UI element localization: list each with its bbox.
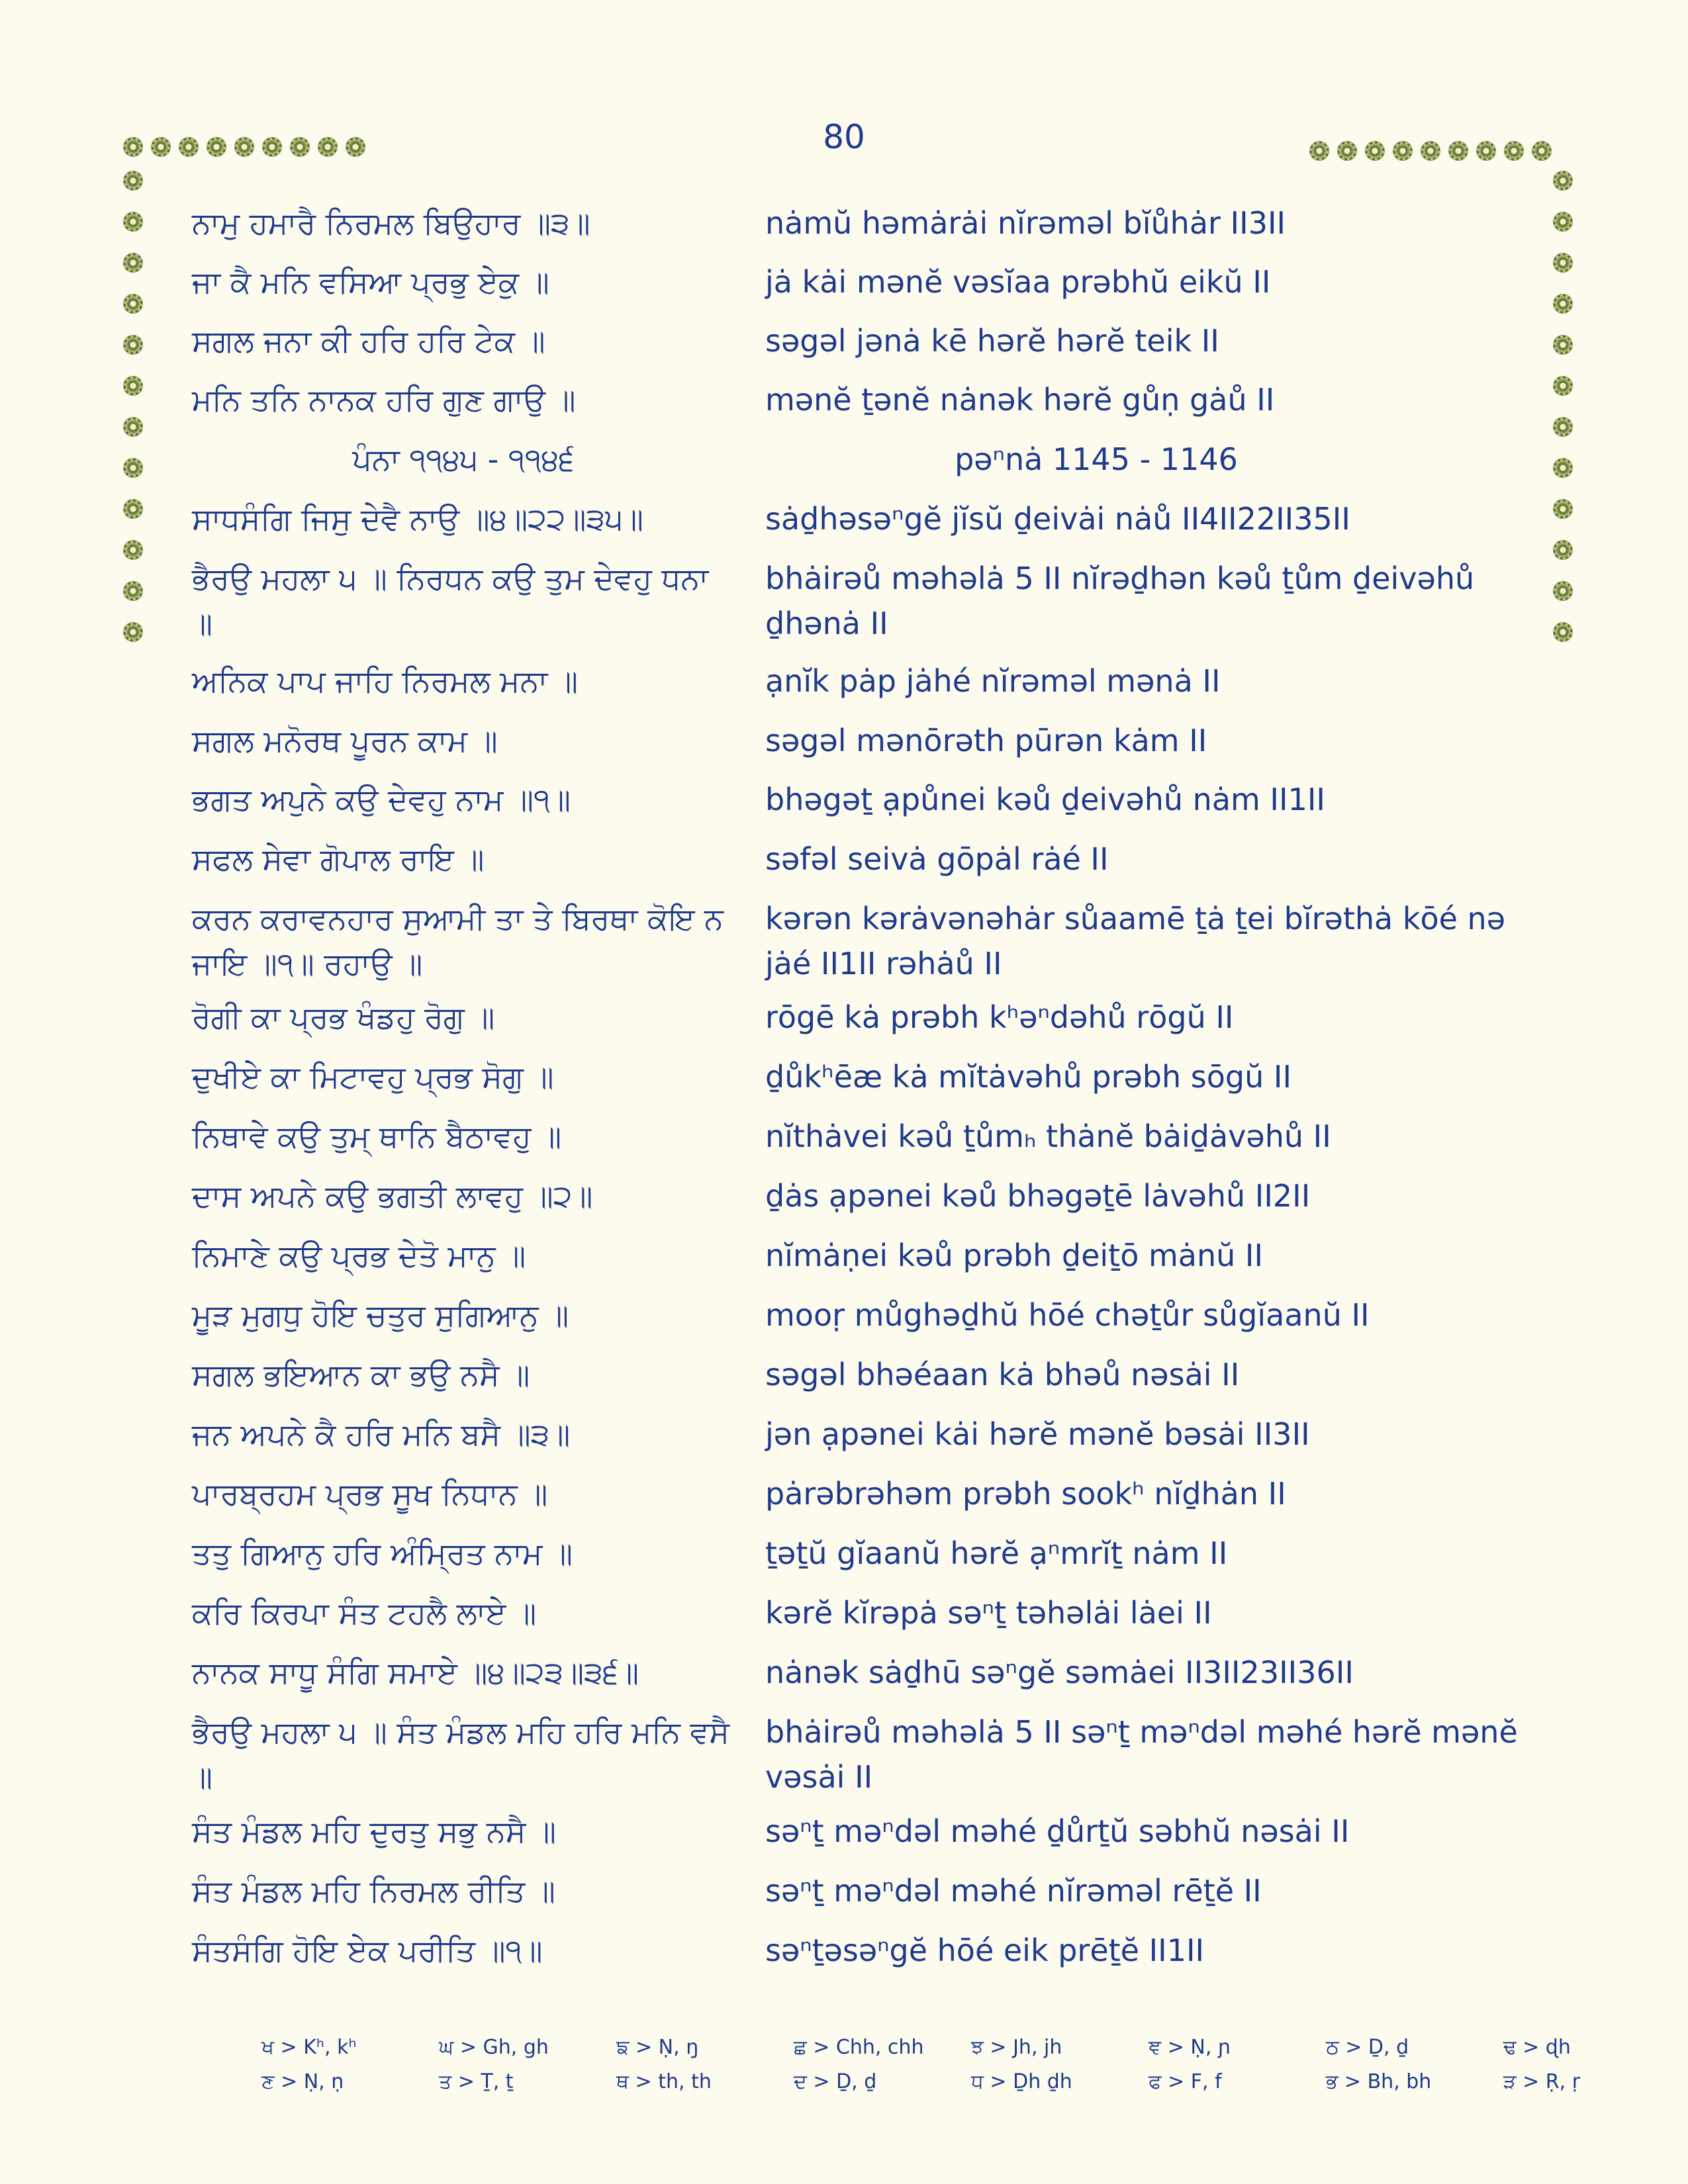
legend-item: ੜ > Ṛ, ṛ: [1503, 2070, 1581, 2093]
transliteration-line: ṯəṯŭ gĭaanŭ hərĕ ạⁿmrĭṯ nȧm II: [765, 1535, 1228, 1571]
transliteration-line: nĭmȧṇei kəů prəbh ḏeiṯō mȧnŭ II: [765, 1238, 1264, 1273]
legend-item: ਠ > Ḏ, ḏ: [1326, 2036, 1409, 2059]
flower-ornament-icon: [1337, 141, 1357, 161]
gurmukhi-line: ਸਗਲ ਭਇਆਨ ਕਾ ਭਉ ਨਸੈ ॥: [192, 1357, 530, 1392]
legend-row: [261, 2036, 1681, 2070]
gurmukhi-line: ਨਾਨਕ ਸਾਧੂ ਸੰਗਿ ਸਮਾਏ ॥੪॥੨੩॥੩੬॥: [192, 1655, 639, 1690]
flower-ornament-icon: [1553, 581, 1573, 601]
transliteration-line: səⁿṯəsəⁿgĕ hōé eik prēṯĕ II1II: [765, 1933, 1205, 1968]
decorative-border-right: [1553, 171, 1573, 642]
gurmukhi-line: ਪਾਰਬ੍ਰਹਮ ਪ੍ਰਭ ਸੂਖ ਨਿਧਾਨ ॥: [192, 1476, 548, 1512]
gurmukhi-line: ਸਗਲ ਮਨੋਰਥ ਪੂਰਨ ਕਾਮ ॥: [192, 723, 498, 758]
flower-ornament-icon: [123, 499, 143, 519]
gurmukhi-line: ਸੰਤ ਮੰਡਲ ਮਹਿ ਦੁਰਤੁ ਸਭੁ ਨਸੈ ॥: [192, 1813, 557, 1849]
flower-ornament-icon: [1553, 294, 1573, 314]
gurmukhi-line: ਨਾਮੁ ਹਮਾਰੈ ਨਿਰਮਲ ਬਿਉਹਾਰ ॥੩॥: [192, 205, 590, 241]
flower-ornament-icon: [123, 137, 143, 157]
gurmukhi-line: ਸਾਧਸੰਗਿ ਜਿਸੁ ਦੇਵੈ ਨਾਉ ॥੪॥੨੨॥੩੫॥: [192, 501, 644, 537]
gurmukhi-line: ਪੰਨਾ ੧੧੪੫ - ੧੧੪੬: [352, 441, 575, 477]
flower-ornament-icon: [123, 253, 143, 273]
flower-ornament-icon: [179, 137, 199, 157]
transliteration-line: səgəl mənōrəth pūrən kȧm II: [765, 723, 1207, 758]
transliteration-line: nĭthȧvei kəů ṯůmₕ thȧnĕ bȧiḏȧvəhů II: [765, 1118, 1331, 1154]
gurmukhi-line: ਦੁਖੀਏ ਕਾ ਮਿਟਾਵਹੁ ਪ੍ਰਭ ਸੋਗੁ ॥: [192, 1059, 554, 1095]
transliteration-line: jən ạpənei kȧi hərĕ mənĕ bəsȧi II3II: [765, 1416, 1310, 1452]
decorative-border-top-left: [123, 137, 365, 157]
transliteration-line: bhȧirəů məhəlȧ 5 II nĭrəḏhən kəů ṯům ḏeivəhů ḏhənȧ II: [765, 561, 1475, 641]
flower-ornament-icon: [123, 376, 143, 396]
transliteration-line: ḏȧs ạpənei kəů bhəgəṯē lȧvəhů II2II: [765, 1178, 1311, 1214]
decorative-border-left: [123, 171, 143, 642]
transliteration-line: ạnĭk pȧp jȧhé nĭrəməl mənȧ II: [765, 663, 1221, 699]
transliteration-line: mooṛ můghəḏhŭ hōé chəṯůr sůgĭaanŭ II: [765, 1297, 1370, 1333]
gurmukhi-line: ਨਿਮਾਣੇ ਕਉ ਪ੍ਰਭ ਦੇਤੋ ਮਾਨੁ ॥: [192, 1238, 526, 1273]
transliteration-line: səⁿṯ məⁿdəl məhé nĭrəməl rēṯĕ II: [765, 1873, 1262, 1909]
legend-item: ਙ > Ṇ, ŋ: [616, 2036, 699, 2059]
legend-item: ਘ > Gh, gh: [439, 2036, 549, 2059]
flower-ornament-icon: [1421, 141, 1440, 161]
legend-row: [261, 2070, 1681, 2105]
flower-ornament-icon: [234, 137, 254, 157]
legend-item: ਞ > Ṇ, ɲ: [1149, 2036, 1231, 2059]
legend-item: ਥ > th, th: [616, 2070, 712, 2093]
transliteration-line: səⁿṯ məⁿdəl məhé ḏůrṯŭ səbhŭ nəsȧi II: [765, 1813, 1350, 1849]
page-number: 80: [823, 118, 865, 156]
flower-ornament-icon: [123, 581, 143, 601]
flower-ornament-icon: [123, 458, 143, 478]
transliteration-line: səgəl bhəéaan kȧ bhəů nəsȧi II: [765, 1357, 1240, 1392]
legend-item: ਤ > Ṯ, ṯ: [439, 2070, 514, 2093]
transliteration-line: kərən kərȧvənəhȧr sůaamē ṯȧ ṯei bĭrəthȧ kōé nə jȧé II1II rəhȧů II: [765, 901, 1505, 981]
flower-ornament-icon: [1553, 499, 1573, 519]
transliteration-line: ḏůkʰēæ kȧ mĭtȧvəhů prəbh sōgŭ II: [765, 1059, 1292, 1095]
flower-ornament-icon: [346, 137, 365, 157]
transliteration-line: mənĕ ṯənĕ nȧnək hərĕ gůṇ gȧů II: [765, 382, 1275, 418]
gurmukhi-line: ਕਰਿ ਕਿਰਪਾ ਸੰਤ ਟਹਲੈ ਲਾਏ ॥: [192, 1595, 537, 1631]
transliteration-line: jȧ kȧi mənĕ vəsĭaa prəbhŭ eikŭ II: [765, 264, 1271, 300]
transliteration-line: rōgē kȧ prəbh kʰəⁿdəhů rōgŭ II: [765, 999, 1234, 1035]
flower-ornament-icon: [1553, 622, 1573, 642]
flower-ornament-icon: [1553, 171, 1573, 191]
gurmukhi-line: ਰੋਗੀ ਕਾ ਪ੍ਰਭ ਖੰਡਹੁ ਰੋਗੁ ॥: [192, 999, 495, 1035]
transliteration-line: sȧḏhəsəⁿgĕ jĭsŭ ḏeivȧi nȧů II4II22II35II: [765, 501, 1350, 537]
flower-ornament-icon: [1393, 141, 1413, 161]
gurmukhi-line: ਸੰਤ ਮੰਡਲ ਮਹਿ ਨਿਰਮਲ ਰੀਤਿ ॥: [192, 1873, 555, 1909]
flower-ornament-icon: [123, 294, 143, 314]
flower-ornament-icon: [1553, 376, 1573, 396]
flower-ornament-icon: [1476, 141, 1496, 161]
decorative-border-top-right: [1309, 141, 1552, 161]
transliteration-line: səgəl jənȧ kē hərĕ hərĕ teik II: [765, 323, 1219, 359]
transliteration-line: bhȧirəů məhəlȧ 5 II səⁿṯ məⁿdəl məhé hərĕ mənĕ vəsȧi II: [765, 1714, 1518, 1795]
gurmukhi-line: ਜਨ ਅਪਨੇ ਕੈ ਹਰਿ ਮਨਿ ਬਸੈ ॥੩॥: [192, 1416, 571, 1452]
gurmukhi-line: ਸਗਲ ਜਨਾ ਕੀ ਹਰਿ ਹਰਿ ਟੇਕ ॥: [192, 323, 545, 359]
legend-item: ਧ > Ḏh ḏh: [971, 2070, 1072, 2093]
flower-ornament-icon: [123, 171, 143, 191]
gurmukhi-line: ਦਾਸ ਅਪਨੇ ਕਉ ਭਗਤੀ ਲਾਵਹੁ ॥੨॥: [192, 1178, 593, 1214]
gurmukhi-line: ਨਿਥਾਵੇ ਕਉ ਤੁਮ੍ ਥਾਨਿ ਬੈਠਾਵਹੁ ॥: [192, 1118, 562, 1154]
flower-ornament-icon: [1448, 141, 1468, 161]
flower-ornament-icon: [123, 335, 143, 355]
legend-item: ਭ > Bh, bh: [1326, 2070, 1432, 2093]
flower-ornament-icon: [1365, 141, 1385, 161]
transliteration-line: nȧnək sȧḏhū səⁿgĕ səmȧei II3II23II36II: [765, 1655, 1354, 1690]
flower-ornament-icon: [151, 137, 171, 157]
legend-item: ਝ > Jh, jh: [971, 2036, 1062, 2059]
transliteration-line: nȧmŭ həmȧrȧi nĭrəməl bĭůhȧr II3II: [765, 205, 1286, 241]
flower-ornament-icon: [1553, 212, 1573, 232]
transliteration-line: pəⁿnȧ 1145 - 1146: [955, 441, 1238, 477]
legend-item: ਦ > Ḏ, ḏ: [794, 2070, 877, 2093]
gurmukhi-line: ਮੂੜ ਮੁਗਧੁ ਹੋਇ ਚਤੁਰ ਸੁਗਿਆਨੁ ॥: [192, 1297, 569, 1333]
flower-ornament-icon: [290, 137, 310, 157]
transliteration-line: bhəgəṯ ạpůnei kəů ḏeivəhů nȧm II1II: [765, 782, 1325, 817]
transliteration-legend: [261, 2036, 1681, 2105]
gurmukhi-line: ਜਾ ਕੈ ਮਨਿ ਵਸਿਆ ਪ੍ਰਭੁ ਏਕੁ ॥: [192, 264, 549, 300]
gurmukhi-line: ਕਰਨ ਕਰਾਵਨਹਾਰ ਸੁਆਮੀ ਤਾ ਤੇ ਬਿਰਥਾ ਕੋਇ ਨ ਜਾਇ ॥੧॥ ਰਹਾਉ ॥: [192, 901, 724, 981]
flower-ornament-icon: [1553, 253, 1573, 273]
legend-item: ਖ > Kʰ, kʰ: [261, 2036, 357, 2059]
flower-ornament-icon: [1553, 458, 1573, 478]
gurmukhi-line: ਸਫਲ ਸੇਵਾ ਗੋਪਾਲ ਰਾਇ ॥: [192, 841, 485, 877]
flower-ornament-icon: [123, 540, 143, 560]
flower-ornament-icon: [1553, 335, 1573, 355]
gurmukhi-line: ਸੰਤਸੰਗਿ ਹੋਇ ਏਕ ਪਰੀਤਿ ॥੧॥: [192, 1933, 543, 1968]
flower-ornament-icon: [123, 212, 143, 232]
flower-ornament-icon: [262, 137, 282, 157]
legend-item: ਛ > Chh, chh: [794, 2036, 924, 2059]
flower-ornament-icon: [1532, 141, 1552, 161]
flower-ornament-icon: [207, 137, 226, 157]
flower-ornament-icon: [1504, 141, 1524, 161]
legend-item: ਢ > ɖh: [1503, 2036, 1571, 2059]
flower-ornament-icon: [123, 622, 143, 642]
transliteration-line: pȧrəbrəhəm prəbh sookʰ nĭḏhȧn II: [765, 1476, 1286, 1512]
transliteration-line: səfəl seivȧ gōpȧl rȧé II: [765, 841, 1109, 877]
gurmukhi-line: ਭੈਰਉ ਮਹਲਾ ੫ ॥ ਸੰਤ ਮੰਡਲ ਮਹਿ ਹਰਿ ਮਨਿ ਵਸੈ ॥: [192, 1714, 729, 1795]
flower-ornament-icon: [123, 417, 143, 437]
transliteration-line: kərĕ kĭrəpȧ səⁿṯ təhəlȧi lȧei II: [765, 1595, 1212, 1631]
flower-ornament-icon: [1553, 540, 1573, 560]
flower-ornament-icon: [1553, 417, 1573, 437]
flower-ornament-icon: [318, 137, 338, 157]
gurmukhi-line: ਭੈਰਉ ਮਹਲਾ ੫ ॥ ਨਿਰਧਨ ਕਉ ਤੁਮ ਦੇਵਹੁ ਧਨਾ ॥: [192, 561, 709, 641]
legend-item: ਣ > Ṇ, ṇ: [261, 2070, 344, 2093]
gurmukhi-line: ਤਤੁ ਗਿਆਨੁ ਹਰਿ ਅੰਮ੍ਰਿਤ ਨਾਮ ॥: [192, 1535, 573, 1571]
gurmukhi-line: ਭਗਤ ਅਪੁਨੇ ਕਉ ਦੇਵਹੁ ਨਾਮ ॥੧॥: [192, 782, 571, 817]
gurmukhi-line: ਅਨਿਕ ਪਾਪ ਜਾਹਿ ਨਿਰਮਲ ਮਨਾ ॥: [192, 663, 578, 699]
gurmukhi-line: ਮਨਿ ਤਨਿ ਨਾਨਕ ਹਰਿ ਗੁਣ ਗਾਉ ॥: [192, 382, 576, 418]
flower-ornament-icon: [1309, 141, 1329, 161]
legend-item: ਫ > F, f: [1149, 2070, 1222, 2093]
